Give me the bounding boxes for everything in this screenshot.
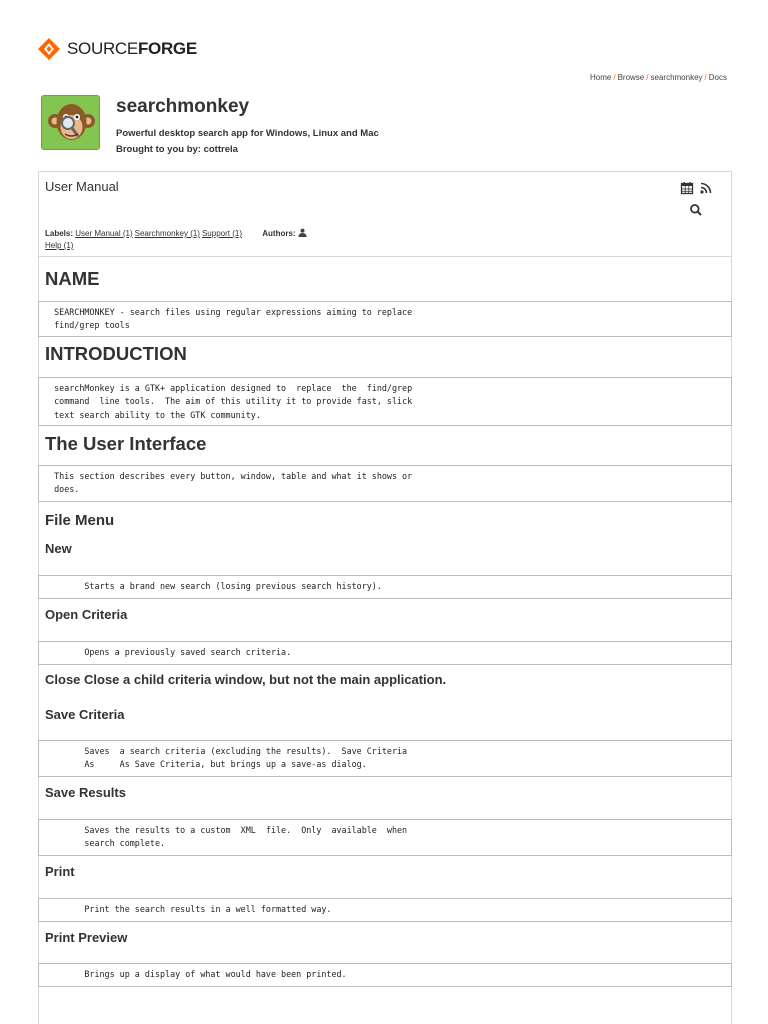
- wiki-panel: [38, 171, 732, 1024]
- breadcrumb-browse[interactable]: Browse: [617, 73, 645, 82]
- breadcrumb: Home / Browse / searchmonkey / Docs: [590, 73, 727, 82]
- heading-save-results: Save Results: [45, 785, 126, 800]
- rss-icon[interactable]: [699, 181, 713, 195]
- project-title[interactable]: searchmonkey: [116, 96, 250, 117]
- code-block-user-interface: This section describes every button, window, table and what it shows or does.: [38, 465, 732, 502]
- project-author: Brought to you by: cottrela: [116, 144, 238, 155]
- authors-label: Authors:: [262, 229, 296, 238]
- sourceforge-diamond-icon: [37, 37, 64, 61]
- heading-new: New: [45, 541, 72, 556]
- heading-introduction: INTRODUCTION: [45, 343, 187, 364]
- code-block-save-results: Saves the results to a custom XML file. Only available when search complete.: [38, 819, 732, 856]
- sourceforge-logo[interactable]: [37, 37, 197, 61]
- user-icon[interactable]: [298, 228, 307, 237]
- heading-print-preview: Print Preview: [45, 930, 128, 945]
- calendar-icon[interactable]: [680, 181, 694, 195]
- search-icon[interactable]: [689, 203, 703, 217]
- labels-row: [45, 228, 365, 252]
- wiki-header: [39, 172, 731, 257]
- heading-save-criteria: Save Criteria: [45, 707, 125, 722]
- wiki-page-title: User Manual: [45, 179, 119, 194]
- code-block-new: Starts a brand new search (losing previous search history).: [38, 575, 732, 599]
- project-icon[interactable]: [41, 95, 100, 150]
- heading-print: Print: [45, 864, 75, 879]
- label-support[interactable]: Support (1): [201, 229, 242, 238]
- project-description: Powerful desktop search app for Windows, Linux and Mac: [116, 128, 379, 139]
- code-block-print: Print the search results in a well formatted way.: [38, 898, 732, 922]
- heading-close: Close Close a child criteria window, but not the main application.: [45, 672, 447, 687]
- breadcrumb-docs[interactable]: Docs: [708, 73, 727, 82]
- code-block-open-criteria: Opens a previously saved search criteria.: [38, 641, 732, 665]
- monkey-icon: [42, 96, 100, 150]
- sourceforge-wordmark: SOURCEFORGE: [67, 39, 197, 58]
- code-block-name: SEARCHMONKEY - search files using regular expressions aiming to replace find/grep tools: [38, 301, 732, 337]
- breadcrumb-project[interactable]: searchmonkey: [650, 73, 703, 82]
- heading-open-criteria: Open Criteria: [45, 607, 128, 622]
- label-searchmonkey[interactable]: Searchmonkey (1): [134, 229, 200, 238]
- code-block-save-criteria: Saves a search criteria (excluding the results). Save Criteria As As Save Criteria, but brings up a save-as dialog.: [38, 740, 732, 777]
- breadcrumb-home[interactable]: Home: [590, 73, 612, 82]
- heading-user-interface: The User Interface: [45, 433, 207, 454]
- label-help[interactable]: Help (1): [45, 241, 74, 250]
- code-block-introduction: searchMonkey is a GTK+ application designed to replace the find/grep command line tools. The aim of this utility it to provide fast, slick text search ability to the GTK community.: [38, 377, 732, 426]
- label-user-manual[interactable]: User Manual (1): [75, 229, 133, 238]
- heading-name: NAME: [45, 268, 100, 289]
- heading-file-menu: File Menu: [45, 512, 115, 529]
- code-block-print-preview: Brings up a display of what would have been printed.: [38, 963, 732, 987]
- labels-heading: Labels:: [45, 229, 74, 238]
